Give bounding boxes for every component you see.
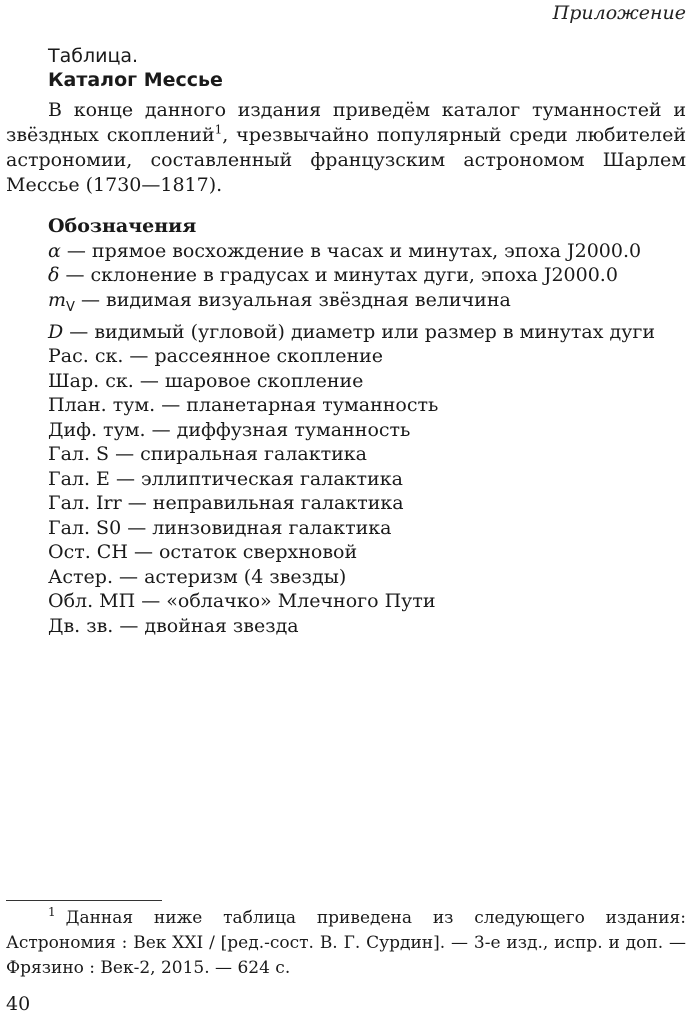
legend-item: Астер. — астеризм (4 звезды) xyxy=(48,565,347,588)
mv-symbol: m xyxy=(48,288,67,311)
alpha-symbol: α xyxy=(48,239,61,262)
legend-item: Диф. тум. — диффузная туманность xyxy=(48,418,411,441)
legend-entry-alpha xyxy=(6,239,686,264)
legend-item: Обл. МП — «облачко» Млечного Пути xyxy=(48,590,436,613)
legend-item: Дв. зв. — двойная звезда xyxy=(48,614,299,637)
diameter-symbol: D xyxy=(48,320,64,343)
page-title: Каталог Мессье xyxy=(48,69,223,91)
legend-item: Гал. S0 — линзовидная галактика xyxy=(48,516,392,539)
page-number: 40 xyxy=(6,993,31,1015)
footnote-mark: 1 xyxy=(48,905,56,920)
legend-item: Гал. S — спиральная галактика xyxy=(48,443,367,466)
intro-paragraph xyxy=(6,98,686,198)
alpha-description: — прямое восхождение в часах и минутах, эпоха J2000.0 xyxy=(60,239,642,262)
delta-description: — склонение в градусах и минутах дуги, эпоха J2000.0 xyxy=(59,264,618,286)
legend-heading: Обозначения xyxy=(48,215,197,237)
title-block xyxy=(48,44,223,92)
legend-entry-diameter xyxy=(6,320,686,345)
delta-symbol: δ xyxy=(48,264,60,286)
legend-item: Шар. ск. — шаровое скопление xyxy=(48,369,364,392)
mv-description: — видимая визуальная звёздная величина xyxy=(74,288,511,311)
footnote-reference: 1 xyxy=(214,122,223,137)
legend-item: Гал. E — эллиптическая галактика xyxy=(48,467,403,490)
legend-entry-mv xyxy=(6,288,686,320)
running-header: Приложение xyxy=(552,2,686,24)
legend-entry-delta xyxy=(6,263,686,288)
mv-subscript: V xyxy=(66,299,75,315)
intro-text-start: В конце данного издания приведём каталог туманностей и звёздных скоплений xyxy=(6,99,686,146)
footnote-text: Данная ниже таблица приведена из следующего издания: Астрономия : Век XXI / [ред.-сост. В. Г. Сурдин]. — 3-е изд., испр. и доп. — Фрязино : Век-2, 2015. — 624 с. xyxy=(6,908,686,978)
footnote xyxy=(6,906,686,981)
legend-abbreviation-list xyxy=(6,344,686,638)
intro-text-end: , чрезвычайно популярный среди любителей астрономии, составленный французским астрономом Шарлем Мессье (1730—1817). xyxy=(6,124,686,196)
legend-section xyxy=(6,214,686,638)
footnote-divider xyxy=(6,900,162,901)
legend-item: Рас. ск. — рассеянное скопление xyxy=(48,345,384,368)
legend-item: План. тум. — планетарная туманность xyxy=(48,394,439,417)
legend-item: Ост. СН — остаток сверхновой xyxy=(48,541,358,564)
legend-item: Гал. Irr — неправильная галактика xyxy=(48,492,404,515)
diameter-description: — видимый (угловой) диаметр или размер в минутах дуги xyxy=(63,320,655,343)
title-kicker: Таблица. xyxy=(48,45,139,67)
